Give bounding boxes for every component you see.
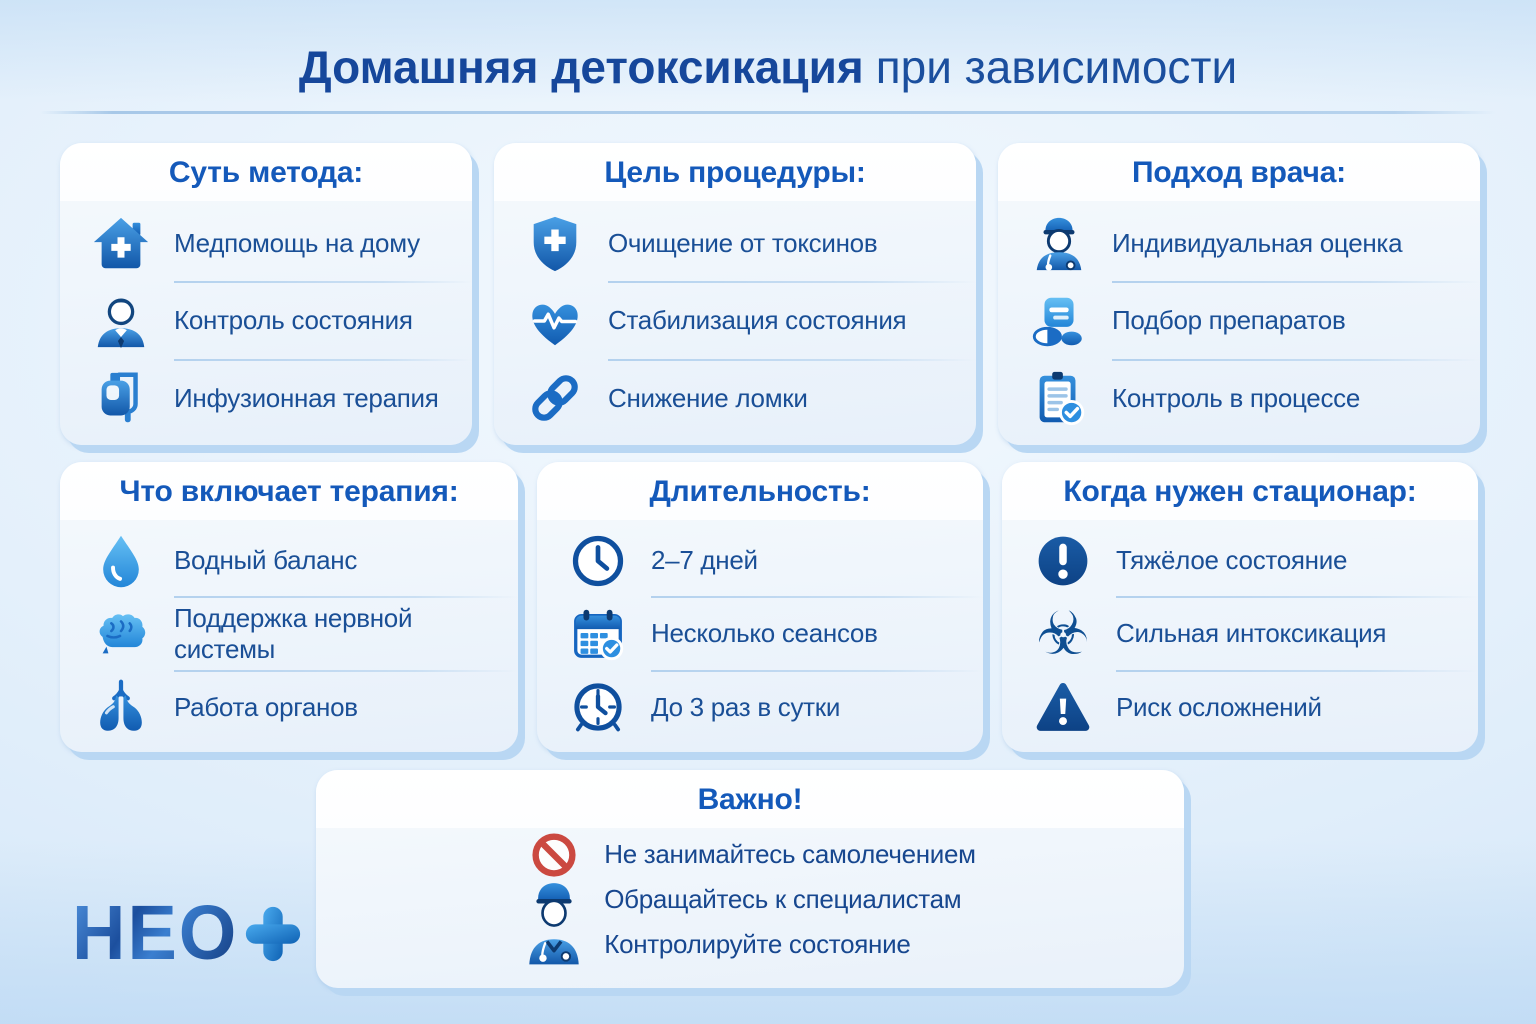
surgeon-icon xyxy=(524,874,584,970)
card-goal xyxy=(494,143,976,445)
item-label: Сильная интоксикация xyxy=(1116,618,1387,649)
logo-plus-icon xyxy=(242,903,304,970)
item-label: Очищение от токсинов xyxy=(608,228,878,259)
list-item xyxy=(998,282,1480,359)
card-duration-title: Длительность: xyxy=(537,462,983,520)
page-title-bold: Домашняя детоксикация xyxy=(298,41,864,93)
important-item-label: Контролируйте состояние xyxy=(604,929,911,959)
list-item xyxy=(494,205,976,282)
important-item-label: Не занимайтесь самолечением xyxy=(604,839,976,869)
list-item xyxy=(998,360,1480,437)
item-label: Контроль состояния xyxy=(174,305,413,336)
list-item xyxy=(494,360,976,437)
biohazard-icon xyxy=(1032,598,1094,669)
water-drop-icon xyxy=(90,530,152,592)
page-title xyxy=(0,40,1536,94)
card-therapy-includes-title: Что включает терапия: xyxy=(60,462,518,520)
item-label: Медпомощь на дому xyxy=(174,228,420,259)
list-item xyxy=(494,282,976,359)
card-method-title: Суть метода: xyxy=(60,143,472,201)
card-doctor-approach-title: Подход врача: xyxy=(998,143,1480,201)
chain-link-icon xyxy=(524,367,586,429)
card-hospital-needed xyxy=(1002,462,1478,752)
iv-drip-icon xyxy=(90,367,152,429)
card-duration xyxy=(537,462,983,752)
list-item xyxy=(998,205,1480,282)
warning-triangle-icon xyxy=(1032,676,1094,738)
item-label: Поддержка нервной системы xyxy=(174,602,413,664)
card-doctor-approach xyxy=(998,143,1480,445)
list-item xyxy=(1002,524,1478,597)
list-item xyxy=(537,597,983,670)
card-method xyxy=(60,143,472,445)
card-important xyxy=(316,770,1184,988)
list-item xyxy=(60,524,518,597)
list-item xyxy=(60,205,472,282)
clipboard-check-icon xyxy=(1028,367,1090,429)
important-item-label: Обращайтесь к специалистам xyxy=(604,884,962,914)
page-title-regular: при зависимости xyxy=(875,41,1238,93)
clock-icon xyxy=(567,530,629,592)
item-label: Работа органов xyxy=(174,691,358,722)
item-label: Стабилизация состояния xyxy=(608,305,907,336)
cards-row-2 xyxy=(60,462,1478,752)
item-label: Риск осложнений xyxy=(1116,691,1322,722)
list-item xyxy=(60,671,518,744)
list-item xyxy=(60,597,518,670)
brand-logo-text: НЕО xyxy=(72,889,239,976)
item-label: Тяжёлое состояние xyxy=(1116,545,1348,576)
item-label: Инфузионная терапия xyxy=(174,382,439,413)
alarm-clock-icon xyxy=(567,676,629,738)
list-item xyxy=(537,524,983,597)
list-item xyxy=(60,360,472,437)
item-label: До 3 раз в сутки xyxy=(651,691,841,722)
list-item xyxy=(60,282,472,359)
title-divider xyxy=(40,111,1496,114)
card-important-title: Важно! xyxy=(316,770,1184,828)
doctor-cap-icon xyxy=(1028,213,1090,275)
prohibition-icon xyxy=(524,831,584,879)
item-label: Контроль в процессе xyxy=(1112,382,1361,413)
card-hospital-needed-title: Когда нужен стационар: xyxy=(1002,462,1478,520)
item-label: Водный баланс xyxy=(174,545,358,576)
card-goal-title: Цель процедуры: xyxy=(494,143,976,201)
list-item xyxy=(537,671,983,744)
card-therapy-includes xyxy=(60,462,518,752)
calendar-check-icon xyxy=(567,603,629,665)
biohazard-glyph: ☣ xyxy=(1036,598,1090,669)
item-label: 2–7 дней xyxy=(651,545,758,576)
lungs-icon xyxy=(90,676,152,738)
item-label: Снижение ломки xyxy=(608,382,808,413)
cards-row-1 xyxy=(60,143,1480,445)
item-label: Подбор препаратов xyxy=(1112,305,1346,336)
pills-icon xyxy=(1028,290,1090,352)
exclamation-circle-icon xyxy=(1032,530,1094,592)
list-item xyxy=(1002,671,1478,744)
doctor-icon xyxy=(90,290,152,352)
list-item xyxy=(1002,597,1478,670)
heart-pulse-icon xyxy=(524,290,586,352)
house-medical-icon xyxy=(90,213,152,275)
item-label: Несколько сеансов xyxy=(651,618,878,649)
shield-cross-icon xyxy=(524,213,586,275)
brain-icon xyxy=(90,603,152,665)
brand-logo xyxy=(72,889,304,976)
item-label: Индивидуальная оценка xyxy=(1112,228,1403,259)
